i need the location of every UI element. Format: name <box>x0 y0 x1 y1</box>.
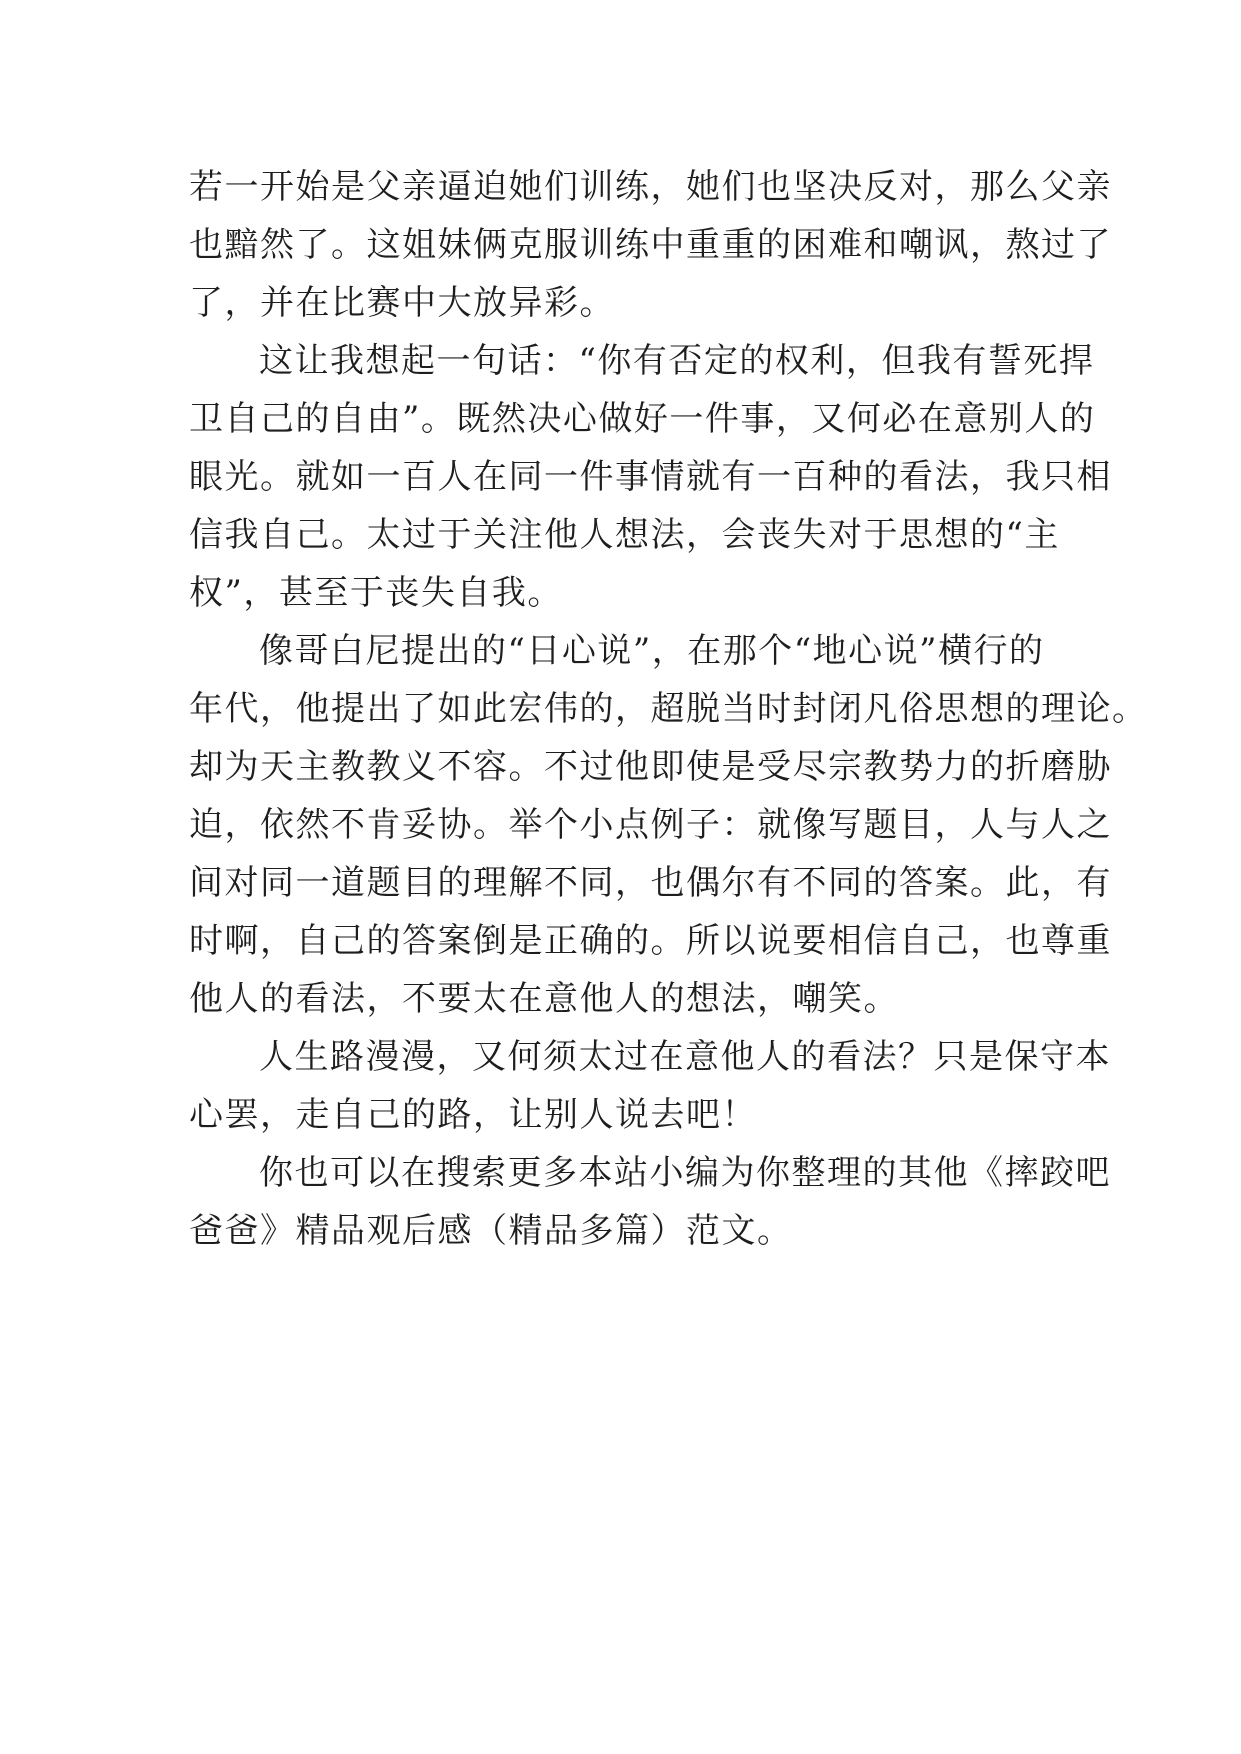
text-line: 间对同一道题目的理解不同，也偶尔有不同的答案。此，有 <box>189 863 1112 903</box>
text-line: 眼光。就如一百人在同一件事情就有一百种的看法，我只相 <box>189 457 1112 497</box>
text-line: 信我自己。太过于关注他人想法，会丧失对于思想的“主 <box>189 515 1060 555</box>
paragraph-start-line: 像哥白尼提出的“日心说”，在那个“地心说”横行的 <box>259 631 1045 671</box>
text-line: 爸爸》精品观后感（精品多篇）范文。 <box>189 1211 793 1251</box>
paragraph-start-line: 这让我想起一句话：“你有否定的权利，但我有誓死捍 <box>259 341 1095 381</box>
text-line: 若一开始是父亲逼迫她们训练，她们也坚决反对，那么父亲 <box>189 167 1112 207</box>
text-line: 迫，依然不肯妥协。举个小点例子：就像写题目，人与人之 <box>189 805 1112 845</box>
text-line: 却为天主教教义不容。不过他即使是受尽宗教势力的折磨胁 <box>189 747 1112 787</box>
paragraph-start-line: 人生路漫漫，又何须太过在意他人的看法？只是保守本 <box>259 1037 1111 1077</box>
text-line: 他人的看法，不要太在意他人的想法，嘲笑。 <box>189 979 899 1019</box>
text-line: 也黯然了。这姐妹俩克服训练中重重的困难和嘲讽，熬过了 <box>189 225 1112 265</box>
paragraph-start-line: 你也可以在搜索更多本站小编为你整理的其他《摔跤吧 <box>259 1153 1111 1193</box>
text-line: 权”，甚至于丧失自我。 <box>189 573 563 613</box>
document-body <box>189 158 1148 1260</box>
text-line: 了，并在比赛中大放异彩。 <box>189 283 615 323</box>
text-line: 年代，他提出了如此宏伟的，超脱当时封闭凡俗思想的理论。 <box>189 689 1148 729</box>
text-line: 心罢，走自己的路，让别人说去吧！ <box>189 1095 757 1135</box>
text-line: 时啊，自己的答案倒是正确的。所以说要相信自己，也尊重 <box>189 921 1112 961</box>
text-line: 卫自己的自由”。既然决心做好一件事，又何必在意别人的 <box>189 399 1096 439</box>
